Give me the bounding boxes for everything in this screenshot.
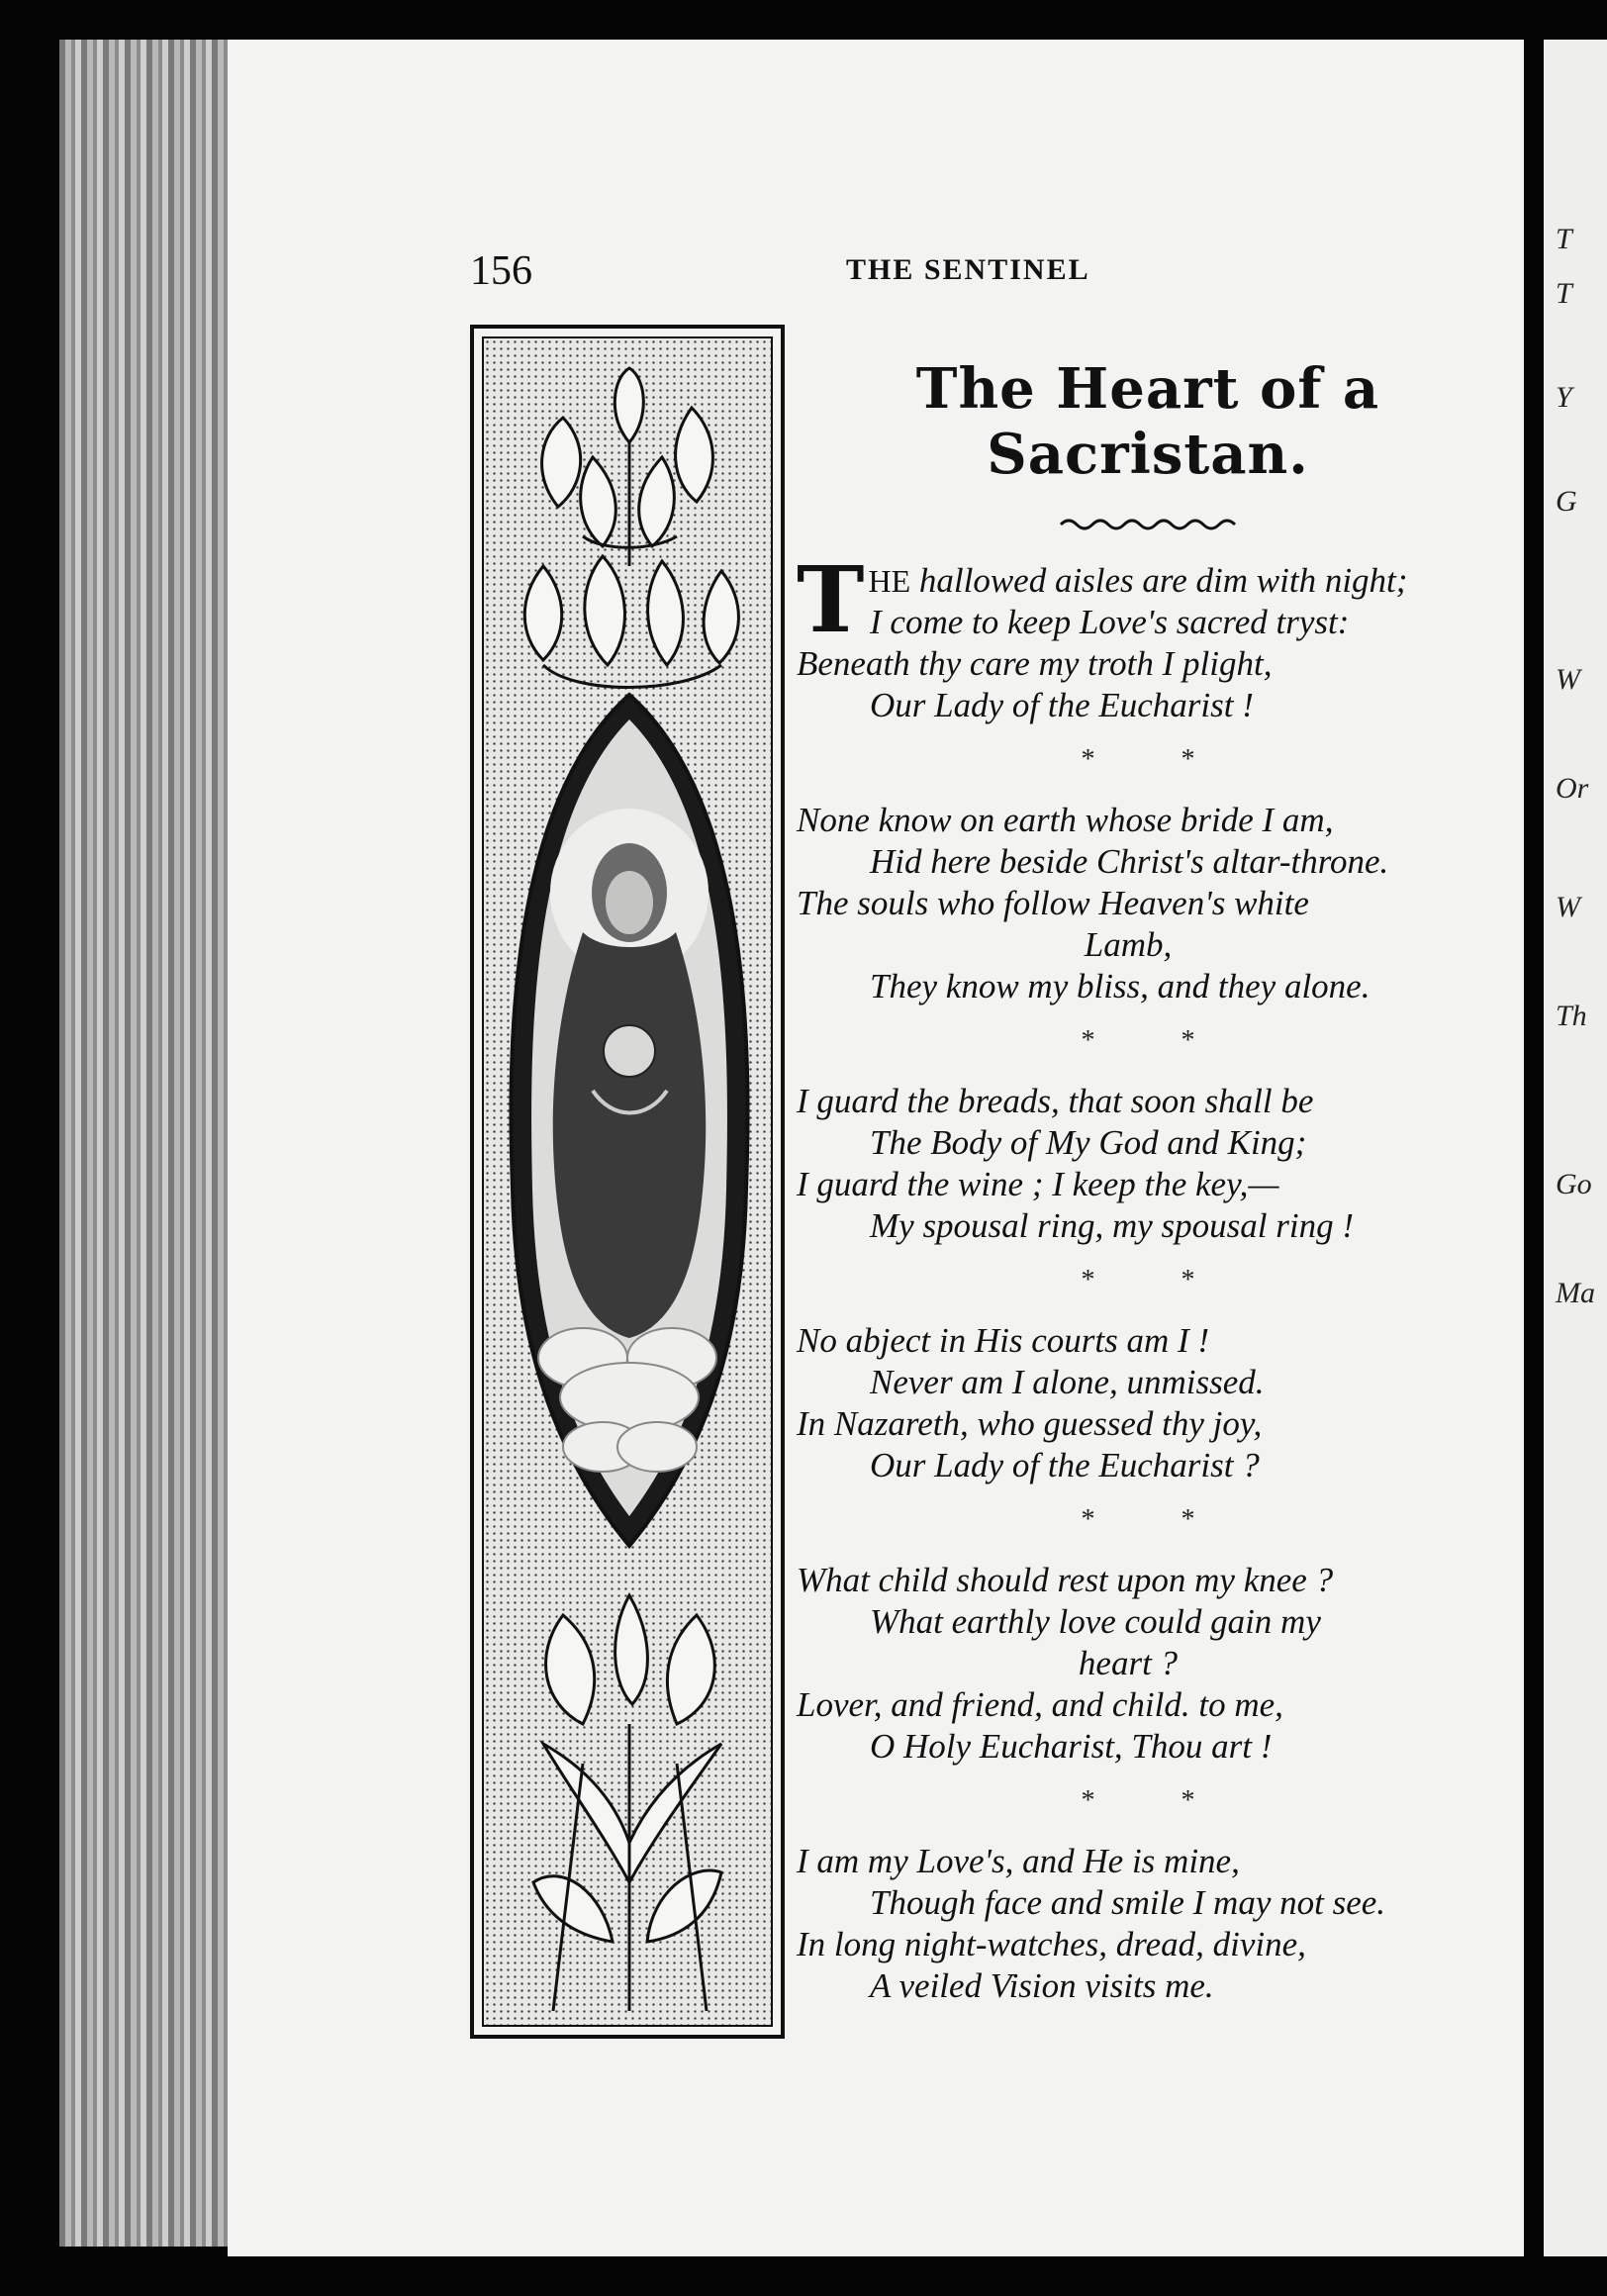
facing-page-edge: [1544, 40, 1607, 2256]
poem-line: Beneath thy care my troth I plight,: [797, 644, 1273, 683]
facing-page-fragment: G: [1556, 485, 1577, 518]
facing-page-fragment: Or: [1556, 772, 1589, 805]
poem-line: What earthly love could gain my: [870, 1602, 1321, 1641]
facing-page-fragment: W: [1556, 663, 1580, 696]
poem-line-text: hallowed aisles are dim with night;: [910, 561, 1408, 600]
poem-line: Our Lady of the Eucharist !: [870, 686, 1254, 724]
facing-page-fragment: W: [1556, 891, 1580, 923]
poem-title: The Heart of a Sacristan.: [915, 356, 1380, 487]
facing-page-fragment: Y: [1556, 381, 1572, 414]
book-page-edges: [59, 40, 237, 2247]
poem-line: What child should rest upon my knee ?: [797, 1561, 1334, 1599]
page-header: [470, 247, 1153, 297]
poem-line: Though face and smile I may not see.: [870, 1883, 1386, 1922]
stanza-2: [797, 800, 1499, 1007]
facing-page-fragment: Th: [1556, 1000, 1587, 1032]
stanza-separator: * *: [1081, 1265, 1235, 1295]
poem-line: I guard the wine ; I keep the key,—: [797, 1165, 1279, 1203]
stanza-separator: * *: [1081, 1785, 1235, 1816]
poem-line: I guard the breads, that soon shall be: [797, 1082, 1314, 1120]
poem-line: Never am I alone, unmissed.: [870, 1363, 1265, 1401]
poem-line: Our Lady of the Eucharist ?: [870, 1446, 1260, 1484]
first-word-rest: HE: [868, 563, 911, 599]
stanza-5: [797, 1560, 1499, 1768]
poem-line: heart ?: [1078, 1644, 1179, 1682]
stanza-separator: * *: [1081, 1025, 1235, 1056]
stanza-4: [797, 1320, 1499, 1486]
running-title: THE SENTINEL: [846, 253, 1090, 286]
stanza-separator: * *: [1081, 1504, 1235, 1535]
stanza-3: [797, 1081, 1499, 1247]
facing-page-fragment: T: [1556, 277, 1572, 310]
poem-line: No abject in His courts am I !: [797, 1321, 1210, 1360]
poem-line: Lover, and friend, and child. to me,: [797, 1685, 1283, 1724]
facing-page-fragment: Ma: [1556, 1277, 1595, 1309]
illustration-stippled-panel: [482, 336, 773, 2027]
stanza-1: [797, 546, 1499, 726]
poem-line: O Holy Eucharist, Thou art !: [870, 1727, 1273, 1766]
poem-line: The Body of My God and King;: [870, 1123, 1307, 1162]
poem-line: None know on earth whose bride I am,: [797, 801, 1334, 839]
facing-page-fragment: Go: [1556, 1168, 1592, 1200]
poem-line: The souls who follow Heaven's white: [797, 884, 1309, 922]
madonna-illustration: [470, 325, 785, 2039]
poem-line: A veiled Vision visits me.: [870, 1966, 1214, 2005]
poem-line: In Nazareth, who guessed thy joy,: [797, 1404, 1263, 1443]
poem-line: Hid here beside Christ's altar-throne.: [870, 842, 1389, 881]
stanza-6: [797, 1841, 1499, 2007]
madonna-with-lilies-icon: [484, 338, 773, 2027]
poem-line: They know my bliss, and they alone.: [870, 967, 1371, 1005]
poem-line: Lamb,: [1084, 925, 1173, 964]
poem: [797, 356, 1499, 2007]
poem-line: I come to keep Love's sacred tryst:: [870, 603, 1350, 641]
stanza-separator: * *: [1081, 744, 1235, 775]
drop-cap: T: [797, 546, 865, 653]
page-number: 156: [470, 248, 532, 294]
poem-line: My spousal ring, my spousal ring !: [870, 1206, 1355, 1245]
wavy-divider-icon: [1059, 515, 1237, 530]
poem-line: In long night-watches, dread, divine,: [797, 1925, 1306, 1963]
facing-page-fragment: T: [1556, 223, 1572, 255]
poem-line: I am my Love's, and He is mine,: [797, 1842, 1240, 1880]
